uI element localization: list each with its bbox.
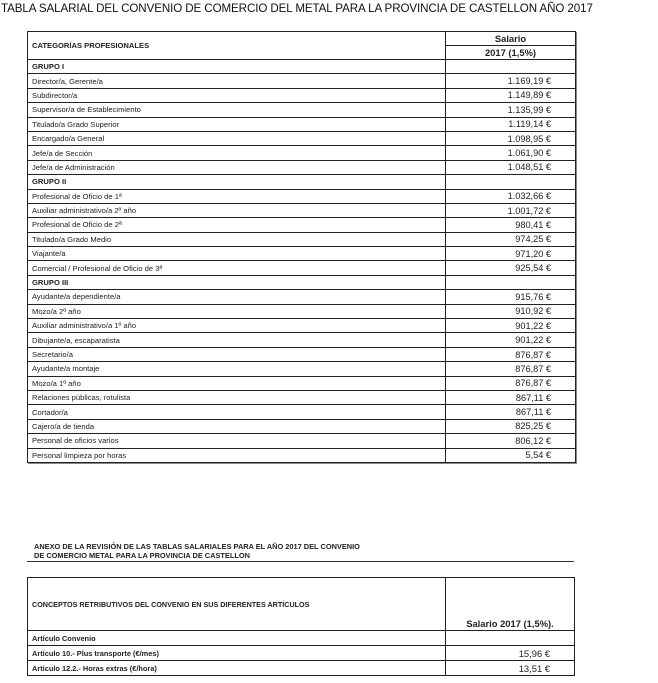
table-row (28, 160, 576, 174)
salary-value: 5,54 € (446, 448, 576, 462)
category-label: Mozo/a 1º año (28, 376, 446, 390)
category-label: Relaciones públicas, rotulista (28, 390, 446, 404)
table-row (28, 661, 575, 676)
table-row (28, 347, 576, 361)
category-label: Director/a, Gerente/a (28, 74, 446, 88)
salary-value: 910,92 € (446, 304, 576, 318)
table-row (28, 448, 576, 462)
concept-value (446, 631, 575, 646)
category-label: Viajante/a (28, 247, 446, 261)
category-label: Personal de oficios varios (28, 434, 446, 448)
salary-table (27, 31, 576, 463)
concept-value: 13,51 € (446, 661, 575, 676)
concepts-column-header: CONCEPTOS RETRIBUTIVOS DEL CONVENIO EN SUS DIFERENTES ARTÍCULOS (28, 578, 446, 631)
category-label: Titulado/a Grado Superior (28, 117, 446, 131)
category-label: Comercial / Profesional de Oficio de 3ª (28, 261, 446, 275)
section-divider (27, 561, 574, 562)
salary-value: 901,22 € (446, 333, 576, 347)
table-row (28, 232, 576, 246)
table-row (28, 631, 575, 646)
table-row (28, 333, 576, 347)
category-label: Subdirector/a (28, 88, 446, 102)
annex-heading (34, 543, 360, 560)
salary-value (446, 60, 576, 74)
salary-value: 1.169,19 € (446, 74, 576, 88)
table-row (28, 290, 576, 304)
annex-heading-line-1: ANEXO DE LA REVISIÓN DE LAS TABLAS SALARIALES PARA EL AÑO 2017 DEL CONVENIO (34, 542, 360, 551)
category-label: Profesional de Oficio de 2ª (28, 218, 446, 232)
salary-value: 1.032,66 € (446, 189, 576, 203)
group-header-row (28, 60, 576, 74)
category-label: Auxiliar administrativo/a 2º año (28, 203, 446, 217)
category-label: Supervisor/a de Establecimiento (28, 103, 446, 117)
table-row (28, 218, 576, 232)
salary-value: 806,12 € (446, 434, 576, 448)
table-row (28, 117, 576, 131)
table-row (28, 189, 576, 203)
salary-column-subheader: 2017 (1,5%) (446, 46, 576, 60)
group-label: GRUPO III (28, 275, 446, 289)
category-label: Ayudante/a dependiente/a (28, 290, 446, 304)
salary-value: 876,87 € (446, 347, 576, 361)
table-row (28, 405, 576, 419)
salary-table-header-row (28, 32, 576, 46)
group-header-row (28, 275, 576, 289)
salary-value: 876,87 € (446, 376, 576, 390)
table-row (28, 304, 576, 318)
category-label: Encargado/a General (28, 131, 446, 145)
document-title: TABLA SALARIAL DEL CONVENIO DE COMERCIO DEL METAL PARA LA PROVINCIA DE CASTELLON AÑO 2017 (1, 2, 593, 15)
table-row (28, 261, 576, 275)
salary-value: 1.048,51 € (446, 160, 576, 174)
salary-value: 1.119,14 € (446, 117, 576, 131)
category-label: Personal limpieza por horas (28, 448, 446, 462)
table-row (28, 390, 576, 404)
category-column-header: CATEGORÍAS PROFESIONALES (28, 32, 446, 60)
salary-column-header: Salario (446, 32, 576, 46)
salary-value: 867,11 € (446, 390, 576, 404)
table-row (28, 103, 576, 117)
group-label: GRUPO II (28, 175, 446, 189)
table-row (28, 203, 576, 217)
salary-value: 971,20 € (446, 247, 576, 261)
salary-value: 825,25 € (446, 419, 576, 433)
annex-heading-line-2: DE COMERCIO METAL PARA LA PROVINCIA DE CASTELLON (34, 550, 250, 560)
table-row (28, 131, 576, 145)
salary-value: 925,54 € (446, 261, 576, 275)
table-row (28, 646, 575, 661)
category-label: Ayudante/a montaje (28, 362, 446, 376)
salary-value: 1.001,72 € (446, 203, 576, 217)
table-row (28, 319, 576, 333)
category-label: Dibujante/a, escaparatista (28, 333, 446, 347)
category-label: Secretario/a (28, 347, 446, 361)
concept-label: Artículo Convenio (28, 631, 446, 646)
salary-value: 915,76 € (446, 290, 576, 304)
salary-value (446, 275, 576, 289)
category-label: Jefe/a de Administración (28, 160, 446, 174)
category-label: Cajero/a de tienda (28, 419, 446, 433)
salary-value: 1.135,99 € (446, 103, 576, 117)
table-row (28, 88, 576, 102)
salary-value: 974,25 € (446, 232, 576, 246)
salary-value (446, 175, 576, 189)
concept-value: 15,96 € (446, 646, 575, 661)
salary-value: 867,11 € (446, 405, 576, 419)
category-label: Profesional de Oficio de 1ª (28, 189, 446, 203)
salary-value: 876,87 € (446, 362, 576, 376)
table-row (28, 146, 576, 160)
table-row (28, 74, 576, 88)
salary-value: 980,41 € (446, 218, 576, 232)
table-row (28, 247, 576, 261)
concepts-salary-column-header: Salario 2017 (1,5%). (446, 578, 575, 631)
salary-value: 1.149,89 € (446, 88, 576, 102)
table-row (28, 434, 576, 448)
salary-value: 901,22 € (446, 319, 576, 333)
category-label: Jefe/a de Sección (28, 146, 446, 160)
category-label: Titulado/a Grado Medio (28, 232, 446, 246)
salary-value: 1.061,90 € (446, 146, 576, 160)
category-label: Cortador/a (28, 405, 446, 419)
category-label: Mozo/a 2º año (28, 304, 446, 318)
group-label: GRUPO I (28, 60, 446, 74)
group-header-row (28, 175, 576, 189)
concepts-table-header-row (28, 578, 575, 631)
concept-label: Artículo 10.- Plus transporte (€/mes) (28, 646, 446, 661)
concept-label: Artículo 12.2.- Horas extras (€/hora) (28, 661, 446, 676)
table-row (28, 362, 576, 376)
category-label: Auxiliar administrativo/a 1º año (28, 319, 446, 333)
salary-value: 1.098,95 € (446, 131, 576, 145)
concepts-table (27, 577, 575, 676)
table-row (28, 376, 576, 390)
table-row (28, 419, 576, 433)
